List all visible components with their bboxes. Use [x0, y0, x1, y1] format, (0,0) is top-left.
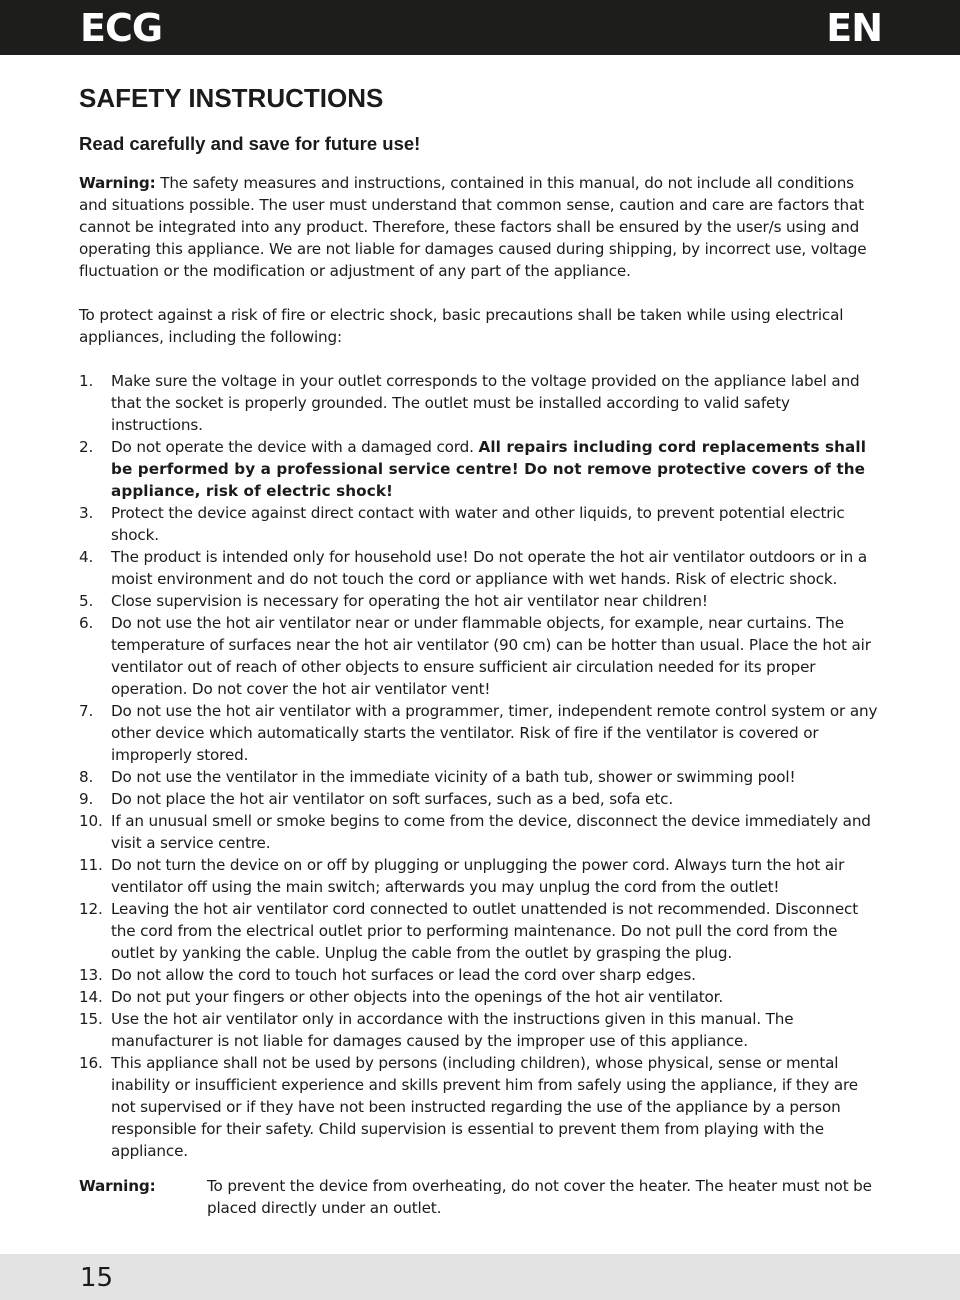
list-item: [79, 788, 882, 810]
item-text: If an unusual smell or smoke begins to come from the device, disconnect the device immediately and visit a service centre.: [111, 812, 871, 852]
list-item: [79, 1052, 882, 1162]
item-text: Close supervision is necessary for operating the hot air ventilator near children!: [111, 592, 708, 610]
item-number: 5.: [79, 592, 94, 610]
item-number: 1.: [79, 372, 94, 390]
list-item: [79, 898, 882, 964]
list-item: [79, 612, 882, 700]
list-item: [79, 854, 882, 898]
list-item: [79, 502, 882, 546]
item-number: 14.: [79, 988, 103, 1006]
instruction-list: [79, 370, 882, 1162]
item-text: Do not operate the device with a damaged cord.: [111, 438, 479, 456]
item-text: The product is intended only for household use! Do not operate the hot air ventilator outdoors or in a moist environment and do not touch the cord or appliance with wet hands. Risk of electric shock.: [111, 548, 867, 588]
item-number: 6.: [79, 614, 94, 632]
list-item: [79, 810, 882, 854]
item-number: 2.: [79, 438, 94, 456]
document-content: [79, 82, 882, 1219]
language-code: EN: [826, 6, 882, 50]
list-item: [79, 700, 882, 766]
item-text: Do not use the ventilator in the immediate vicinity of a bath tub, shower or swimming pool!: [111, 768, 796, 786]
item-number: 13.: [79, 966, 103, 984]
item-text: Do not turn the device on or off by plugging or unplugging the power cord. Always turn the hot air ventilator off using the main switch; afterwards you may unplug the cord from the outlet!: [111, 856, 845, 896]
intro-warning-paragraph: [79, 172, 882, 282]
item-text: Do not use the hot air ventilator near or under flammable objects, for example, near curtains. The temperature of surfaces near the hot air ventilator (90 cm) can be hotter than usual. Place the hot air ventilator out of reach of other objects to ensure sufficient air circulation needed for its proper operation. Do not cover the hot air ventilator vent!: [111, 614, 871, 698]
item-text: Do not place the hot air ventilator on soft surfaces, such as a bed, sofa etc.: [111, 790, 674, 808]
item-number: 4.: [79, 548, 94, 566]
item-number: 7.: [79, 702, 94, 720]
item-number: 9.: [79, 790, 94, 808]
list-item: [79, 964, 882, 986]
item-text: Make sure the voltage in your outlet corresponds to the voltage provided on the appliance label and that the socket is properly grounded. The outlet must be installed according to valid safety instructions.: [111, 372, 860, 434]
item-text: Do not use the hot air ventilator with a programmer, timer, independent remote control system or any other device which automatically starts the ventilator. Risk of fire if the ventilator is covered or improperly stored.: [111, 702, 878, 764]
subtitle: Read carefully and save for future use!: [79, 133, 421, 154]
item-number: 11.: [79, 856, 103, 874]
list-item: [79, 546, 882, 590]
header-bar: [0, 0, 960, 55]
item-text: Do not put your fingers or other objects into the openings of the hot air ventilator.: [111, 988, 724, 1006]
list-item: [79, 590, 882, 612]
item-text: Protect the device against direct contact with water and other liquids, to prevent potential electric shock.: [111, 504, 845, 544]
item-number: 15.: [79, 1010, 103, 1028]
list-item: [79, 370, 882, 436]
item-bold-text: All repairs including cord replacements shall be performed by a professional service centre! Do not remove protective covers of the appliance, risk of electric shock!: [111, 438, 867, 500]
list-item: [79, 436, 882, 502]
page-number: 15: [80, 1263, 114, 1293]
item-text: Use the hot air ventilator only in accordance with the instructions given in this manual. The manufacturer is not liable for damages caused by the improper use of this appliance.: [111, 1010, 794, 1050]
list-item: [79, 1008, 882, 1052]
footer-bar: [0, 1254, 960, 1300]
list-item: [79, 986, 882, 1008]
item-number: 16.: [79, 1054, 103, 1072]
final-warning-label: Warning:: [79, 1177, 156, 1195]
final-warning-text: To prevent the device from overheating, do not cover the heater. The heater must not be placed directly under an outlet.: [207, 1177, 872, 1217]
item-number: 8.: [79, 768, 94, 786]
final-warning: [79, 1175, 882, 1219]
intro-warning-text: The safety measures and instructions, contained in this manual, do not include all conditions and situations possible. The user must understand that common sense, caution and care are factors that cannot be integrated into any product. Therefore, these factors shall be ensured by the user/s using and operating this appliance. We are not liable for damages caused during shipping, by incorrect use, voltage fluctuation or the modification or adjustment of any part of the appliance.: [79, 174, 867, 280]
item-number: 10.: [79, 812, 103, 830]
brand-logo: ECG: [80, 6, 163, 50]
item-number: 3.: [79, 504, 94, 522]
item-text: Leaving the hot air ventilator cord connected to outlet unattended is not recommended. Disconnect the cord from the electrical outlet prior to performing maintenance. Do not pull the cord from the outlet by yanking the cable. Unplug the cable from the outlet by grasping the plug.: [111, 900, 859, 962]
item-text: Do not allow the cord to touch hot surfaces or lead the cord over sharp edges.: [111, 966, 696, 984]
list-item: [79, 766, 882, 788]
item-number: 12.: [79, 900, 103, 918]
intro-warning-label: Warning:: [79, 174, 156, 192]
protect-paragraph: To protect against a risk of fire or electric shock, basic precautions shall be taken while using electrical appliances, including the following:: [79, 306, 844, 346]
page-title: SAFETY INSTRUCTIONS: [79, 83, 384, 113]
item-text: This appliance shall not be used by persons (including children), whose physical, sense or mental inability or insufficient experience and skills prevent him from safely using the appliance, if they are not supervised or if they have not been instructed regarding the use of the appliance by a person responsible for their safety. Child supervision is essential to prevent them from playing with the appliance.: [111, 1054, 858, 1160]
